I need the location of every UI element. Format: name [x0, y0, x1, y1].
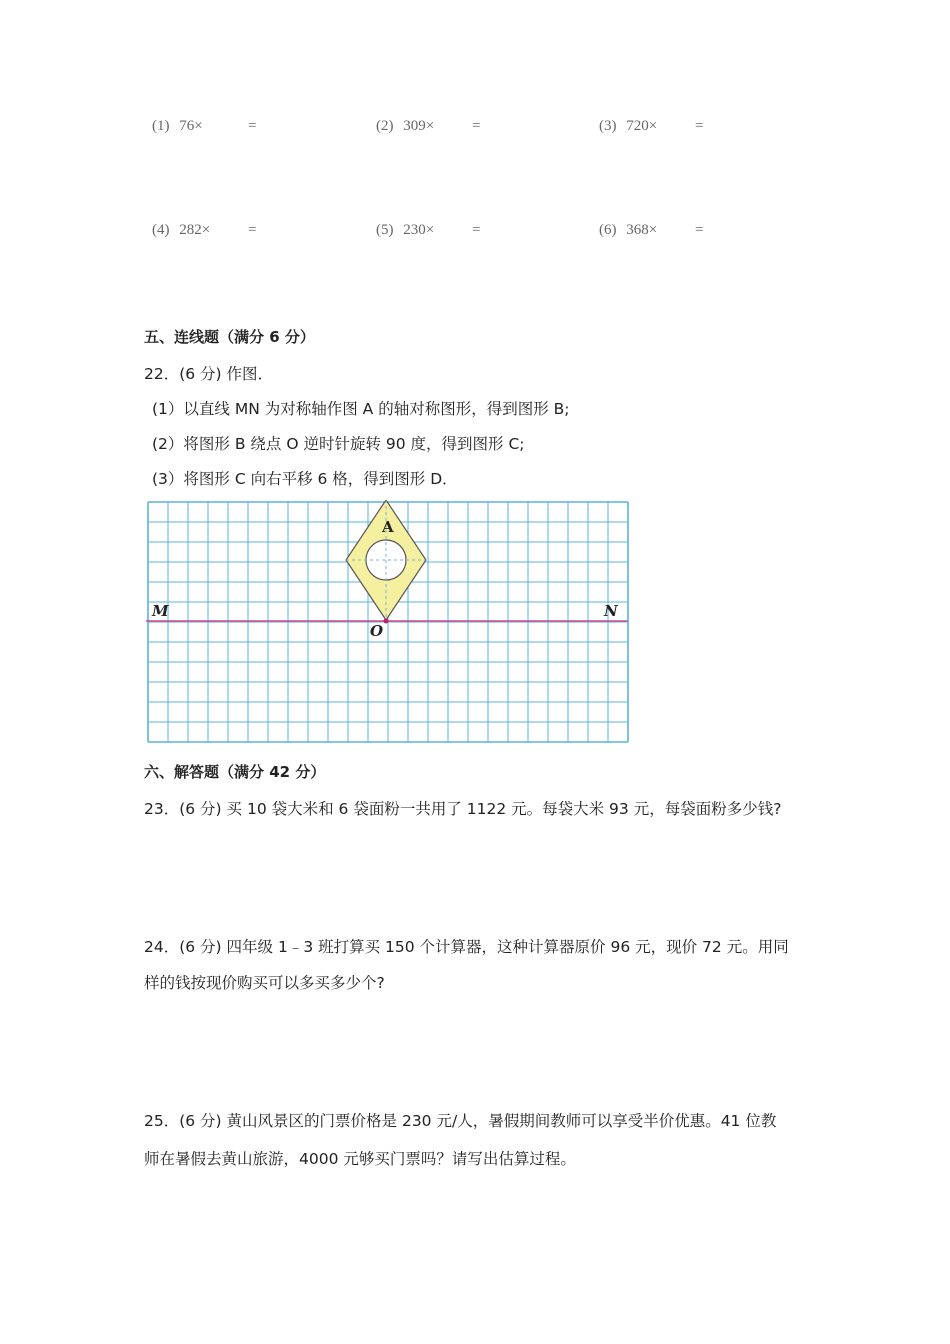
calc-expression: 309×: [403, 118, 435, 134]
calc-item-6: [599, 222, 704, 239]
calc-expression: 76×: [179, 118, 203, 134]
question-25-line-1: 25．(6 分) 黄山风景区的门票价格是 230 元/人，暑假期间教师可以享受半价优惠。41 位教: [144, 1112, 777, 1130]
calc-number: (6): [599, 222, 617, 238]
calc-equals: =: [695, 222, 704, 238]
section-title-6: 六、解答题（满分 42 分）: [144, 763, 326, 781]
question-24-line-1: 24．(6 分) 四年级 1﹣3 班打算买 150 个计算器，这种计算器原价 96 元，现价 72 元。用同: [144, 938, 789, 956]
calc-expression: 720×: [626, 118, 658, 134]
calc-equals: =: [248, 222, 257, 238]
label-n: N: [604, 602, 618, 620]
question-24-line-2: 样的钱按现价购买可以多买多少个?: [144, 974, 385, 992]
point-o: [384, 619, 389, 624]
calc-number: (3): [599, 118, 617, 134]
grid-figure: [146, 500, 630, 744]
calc-expression: 230×: [403, 222, 435, 238]
label-m: M: [152, 602, 169, 620]
calc-equals: =: [472, 222, 481, 238]
calc-item-3: [599, 118, 704, 135]
question-22-stem: 22．(6 分) 作图．: [144, 365, 274, 383]
calc-number: (2): [376, 118, 394, 134]
calc-equals: =: [472, 118, 481, 134]
question-25-line-2: 师在暑假去黄山旅游，4000 元够买门票吗？请写出估算过程。: [144, 1150, 576, 1168]
calc-item-2: [376, 118, 481, 135]
question-22-part-1: (1）以直线 MN 为对称轴作图 A 的轴对称图形，得到图形 B;: [152, 400, 570, 418]
question-22-part-2: (2）将图形 B 绕点 O 逆时针旋转 90 度，得到图形 C;: [152, 435, 525, 453]
calc-item-4: [152, 222, 257, 239]
calc-item-1: [152, 118, 257, 135]
question-22-part-3: (3）将图形 C 向右平移 6 格，得到图形 D．: [152, 470, 458, 488]
calc-number: (4): [152, 222, 170, 238]
calc-item-5: [376, 222, 481, 239]
label-a: A: [382, 518, 394, 536]
label-o: O: [370, 622, 384, 640]
question-23: 23．(6 分) 买 10 袋大米和 6 袋面粉一共用了 1122 元。每袋大米 93 元，每袋面粉多少钱?: [144, 800, 782, 818]
calc-equals: =: [695, 118, 704, 134]
calc-expression: 282×: [179, 222, 211, 238]
calc-equals: =: [248, 118, 257, 134]
calc-number: (5): [376, 222, 394, 238]
calc-number: (1): [152, 118, 170, 134]
calc-expression: 368×: [626, 222, 658, 238]
section-title-5: 五、连线题（满分 6 分）: [144, 328, 315, 346]
